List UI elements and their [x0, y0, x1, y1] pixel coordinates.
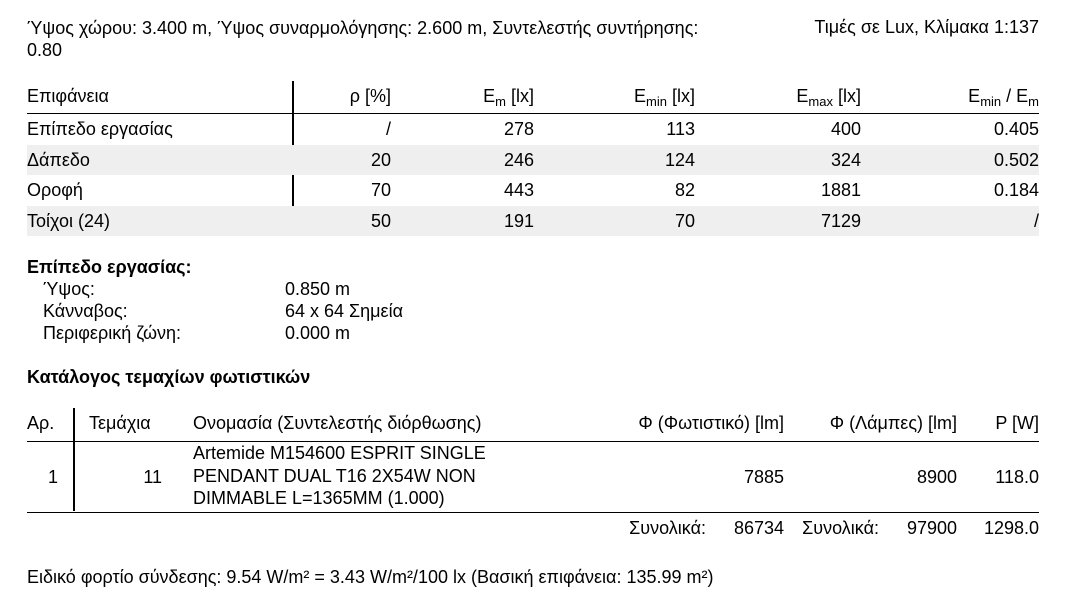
- totals-power: 1298.0: [983, 518, 1039, 538]
- cell-em: 278: [503, 119, 534, 139]
- cell-pieces: 11: [143, 467, 162, 487]
- name-line: DIMMABLE L=1365MM (1.000): [193, 488, 445, 508]
- cell-surface: Τοίχοι (24): [27, 210, 111, 231]
- cell-surface: Επίπεδο εργασίας: [27, 119, 173, 139]
- header-emax: $E_{max}$ [lx]: [796, 86, 861, 109]
- cell-ratio: 0.502: [993, 149, 1039, 170]
- cell-power: 118.0: [995, 467, 1039, 487]
- totals-row: [27, 514, 1039, 542]
- luminaire-list-title: Κατάλογος τεμαχίων φωτιστικών: [27, 367, 311, 387]
- table-row: [27, 114, 1039, 145]
- surfaces-header-row: [27, 81, 1039, 114]
- cell-surface: Οροφή: [27, 180, 83, 200]
- header-uniformity: $E_{min} / E_m$: [968, 86, 1039, 109]
- name-line: PENDANT DUAL T16 2X54W NON: [193, 465, 476, 486]
- cell-emax: 7129: [820, 210, 861, 231]
- header-name: Ονομασία (Συντελεστής διόρθωσης): [193, 413, 482, 433]
- cell-em: 246: [503, 149, 534, 170]
- surfaces-table: [27, 81, 1039, 236]
- header-flux-luminaire: Φ (Φωτιστικό) [lm]: [638, 413, 784, 433]
- cell-ratio: /: [1033, 210, 1039, 231]
- cell-rho: 50: [370, 210, 391, 231]
- cell-emin: 70: [674, 210, 695, 231]
- cell-rho: /: [385, 119, 391, 139]
- table-row: [27, 175, 1039, 206]
- cell-em: 191: [503, 210, 534, 231]
- header-pieces: Τεμάχια: [89, 413, 151, 433]
- table-row: [27, 145, 1039, 176]
- cell-rho: 20: [370, 149, 391, 170]
- header-no: Αρ.: [27, 413, 55, 433]
- totals-flux-lamps: 97900: [906, 518, 957, 538]
- workplane-grid-label: Κάνναβος:: [43, 301, 128, 321]
- cell-flux-lamps: 8900: [916, 467, 957, 487]
- cell-luminaire-name: [193, 442, 486, 510]
- cell-surface: Δάπεδο: [27, 149, 90, 170]
- header-reflectance: ρ [%]: [349, 86, 391, 106]
- table-row: [27, 442, 1039, 513]
- workplane-title: Επίπεδο εργασίας:: [27, 257, 192, 277]
- totals-flux-luminaire: 86734: [733, 518, 784, 538]
- totals-label-luminaire: Συνολικά:: [629, 518, 706, 538]
- name-line: Artemide M154600 ESPRIT SINGLE: [193, 443, 486, 463]
- workplane-grid-value: 64 x 64 Σημεία: [285, 301, 403, 321]
- cell-em: 443: [503, 180, 534, 200]
- cell-emin: 124: [664, 149, 695, 170]
- cell-rho: 70: [370, 180, 391, 200]
- table-row: [27, 206, 1039, 237]
- header-power: P [W]: [995, 413, 1039, 433]
- workplane-height-label: Ύψος:: [43, 279, 95, 299]
- cell-ratio: 0.405: [993, 119, 1039, 139]
- room-info: Ύψος χώρου: 3.400 m, Ύψος συναρμολόγησης: 2.600 m, Συντελεστής συντήρησης: 0.80: [27, 18, 699, 60]
- workplane-height-value: 0.850 m: [285, 279, 351, 299]
- luminaire-table: [27, 408, 1039, 513]
- header-emin: $E_{min}$ [lx]: [634, 86, 695, 109]
- cell-emin: 82: [674, 180, 695, 200]
- header-flux-lamps: Φ (Λάμπες) [lm]: [829, 413, 957, 433]
- header-em: $E_m$ [lx]: [483, 86, 534, 109]
- cell-flux-luminaire: 7885: [743, 467, 784, 487]
- cell-emax: 400: [830, 119, 861, 139]
- header-surface: Επιφάνεια: [27, 86, 109, 106]
- cell-emin: 113: [666, 119, 695, 139]
- luminaire-header-row: [27, 408, 1039, 442]
- units-scale-note: Τιμές σε Lux, Κλίμακα 1:137: [814, 17, 1039, 37]
- totals-label-lamps: Συνολικά:: [802, 518, 879, 538]
- workplane-border-value: 0.000 m: [285, 323, 351, 343]
- cell-no: 1: [48, 467, 59, 487]
- cell-emax: 324: [830, 149, 861, 170]
- cell-emax: 1881: [820, 180, 861, 200]
- cell-ratio: 0.184: [993, 180, 1039, 200]
- connected-load-note: Ειδικό φορτίο σύνδεσης: 9.54 W/m² = 3.43 W/m²/100 lx (Βασική επιφάνεια: 135.99 m²): [27, 567, 714, 587]
- workplane-border-label: Περιφερική ζώνη:: [43, 323, 182, 343]
